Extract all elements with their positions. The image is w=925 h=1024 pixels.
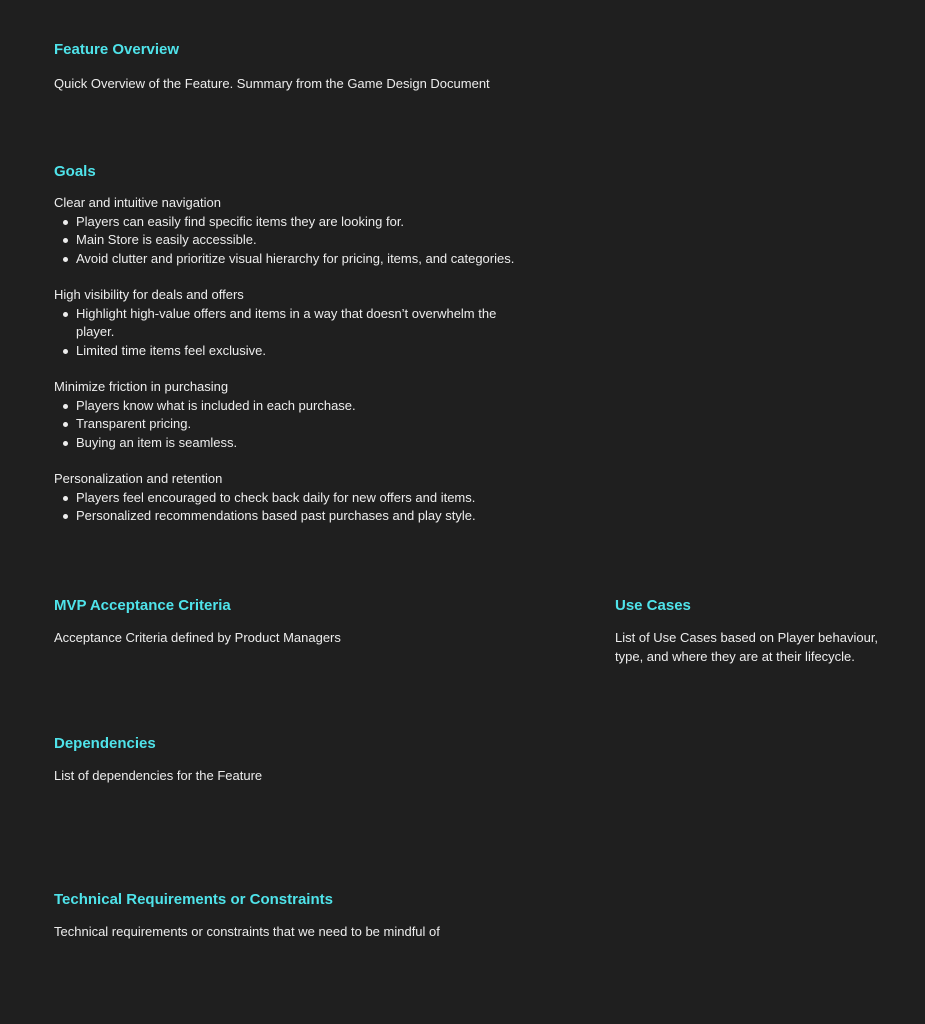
use-cases-heading: Use Cases [615,597,691,614]
mvp-heading: MVP Acceptance Criteria [54,597,231,614]
goals-list [54,194,574,526]
goal-bullets [54,305,574,361]
goal-group-purchasing [54,378,574,452]
goal-title: High visibility for deals and offers [54,287,244,302]
list-item: Main Store is easily accessible. [76,231,526,250]
mvp-text: Acceptance Criteria defined by Product Managers [54,630,341,645]
technical-text: Technical requirements or constraints that we need to be mindful of [54,924,440,939]
goal-group-personalization [54,470,574,526]
list-item: Limited time items feel exclusive. [76,342,526,361]
list-item: Personalized recommendations based past purchases and play style. [76,507,526,526]
goals-section [54,162,574,544]
mvp-section [54,596,554,647]
use-cases-text: List of Use Cases based on Player behaviour, type, and where they are at their lifecycle. [615,630,879,664]
list-item: Players can easily find specific items they are looking for. [76,213,526,232]
feature-overview-section [54,40,614,93]
dependencies-text: List of dependencies for the Feature [54,768,263,783]
use-cases-section [615,596,900,666]
feature-overview-heading: Feature Overview [54,41,180,58]
goals-heading: Goals [54,163,96,180]
list-item: Avoid clutter and prioritize visual hierarchy for pricing, items, and categories. [76,250,526,269]
list-item: Players know what is included in each purchase. [76,397,526,416]
technical-heading: Technical Requirements or Constraints [54,891,333,908]
goal-title: Clear and intuitive navigation [54,195,221,210]
list-item: Transparent pricing. [76,415,526,434]
dependencies-section [54,734,554,785]
list-item: Players feel encouraged to check back daily for new offers and items. [76,489,526,508]
goal-group-navigation [54,194,574,268]
list-item: Highlight high-value offers and items in a way that doesn’t overwhelm the player. [76,305,526,342]
goal-group-deals [54,286,574,360]
feature-overview-text: Quick Overview of the Feature. Summary from the Game Design Document [54,76,490,91]
goal-bullets [54,489,574,526]
list-item: Buying an item is seamless. [76,434,526,453]
dependencies-heading: Dependencies [54,735,156,752]
goal-bullets [54,213,574,269]
goal-bullets [54,397,574,453]
goal-title: Minimize friction in purchasing [54,379,229,394]
goal-title: Personalization and retention [54,471,223,486]
technical-section [54,890,614,941]
